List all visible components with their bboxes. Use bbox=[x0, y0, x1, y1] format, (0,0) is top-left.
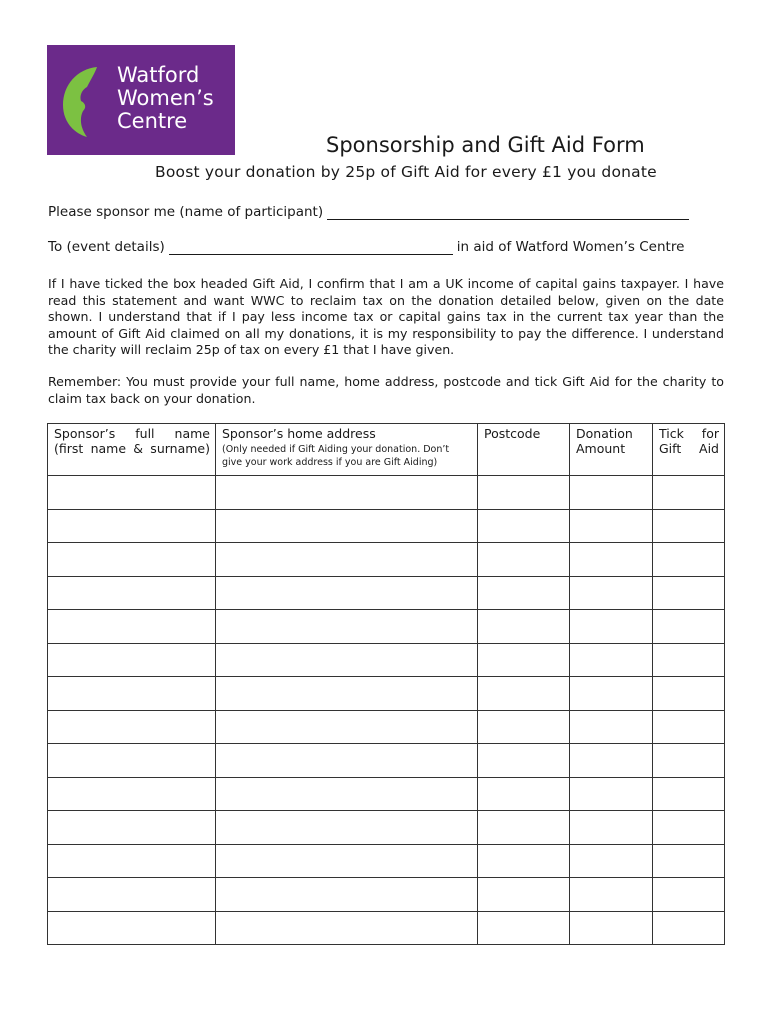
logo-line-1: Watford bbox=[117, 63, 200, 87]
postcode-cell[interactable] bbox=[478, 878, 570, 912]
gift-aid-tick-cell[interactable] bbox=[653, 509, 725, 543]
logo-line-3: Centre bbox=[117, 109, 188, 133]
header-gift-aid: Tick for Gift Aid bbox=[653, 424, 725, 476]
leaf-head-icon bbox=[57, 63, 113, 139]
gift-aid-declaration: If I have ticked the box headed Gift Aid, I confirm that I am a UK income of capital gains taxpayer. I have read this statement and want WWC to reclaim tax on the donation detailed below, given on the date shown. I understand that if I pay less income tax or capital gains tax in the current tax year than the amount of Gift Aid claimed on all my donations, it is my responsibility to pay the difference. I understand the charity will reclaim 25p of tax on every £1 that I have given. bbox=[48, 276, 724, 357]
donation-amount-cell[interactable] bbox=[570, 710, 653, 744]
gift-aid-tick-cell[interactable] bbox=[653, 476, 725, 510]
home-address-cell[interactable] bbox=[216, 777, 478, 811]
event-field bbox=[48, 239, 684, 255]
sponsor-name-cell[interactable] bbox=[48, 476, 216, 510]
postcode-cell[interactable] bbox=[478, 509, 570, 543]
table-row bbox=[48, 744, 725, 778]
gift-aid-tick-cell[interactable] bbox=[653, 878, 725, 912]
event-label: To (event details) bbox=[48, 239, 165, 255]
gift-aid-tick-cell[interactable] bbox=[653, 744, 725, 778]
donation-amount-cell[interactable] bbox=[570, 677, 653, 711]
donation-amount-cell[interactable] bbox=[570, 476, 653, 510]
donation-amount-cell[interactable] bbox=[570, 576, 653, 610]
postcode-cell[interactable] bbox=[478, 710, 570, 744]
postcode-cell[interactable] bbox=[478, 476, 570, 510]
donation-amount-cell[interactable] bbox=[570, 811, 653, 845]
table-row bbox=[48, 677, 725, 711]
watford-womens-centre-logo bbox=[47, 45, 235, 155]
postcode-cell[interactable] bbox=[478, 911, 570, 945]
donation-amount-cell[interactable] bbox=[570, 744, 653, 778]
home-address-cell[interactable] bbox=[216, 911, 478, 945]
postcode-cell[interactable] bbox=[478, 811, 570, 845]
header-home-address: Sponsor’s home address (Only needed if Gift Aiding your donation. Don’t give your work address if you are Gift Aiding) bbox=[216, 424, 478, 476]
form-subtitle: Boost your donation by 25p of Gift Aid for every £1 you donate bbox=[155, 163, 657, 181]
event-blank-line[interactable] bbox=[169, 240, 453, 255]
gift-aid-tick-cell[interactable] bbox=[653, 677, 725, 711]
header-donation-amount: Donation Amount bbox=[570, 424, 653, 476]
event-suffix: in aid of Watford Women’s Centre bbox=[456, 239, 685, 255]
donation-amount-cell[interactable] bbox=[570, 543, 653, 577]
table-header-row bbox=[48, 424, 725, 476]
sponsor-name-cell[interactable] bbox=[48, 744, 216, 778]
sponsor-name-cell[interactable] bbox=[48, 543, 216, 577]
home-address-cell[interactable] bbox=[216, 710, 478, 744]
sponsor-name-cell[interactable] bbox=[48, 911, 216, 945]
donation-amount-cell[interactable] bbox=[570, 509, 653, 543]
postcode-cell[interactable] bbox=[478, 677, 570, 711]
donation-amount-cell[interactable] bbox=[570, 878, 653, 912]
postcode-cell[interactable] bbox=[478, 576, 570, 610]
sponsor-name-cell[interactable] bbox=[48, 878, 216, 912]
table-row bbox=[48, 710, 725, 744]
table-row bbox=[48, 777, 725, 811]
home-address-cell[interactable] bbox=[216, 744, 478, 778]
home-address-cell[interactable] bbox=[216, 476, 478, 510]
gift-aid-tick-cell[interactable] bbox=[653, 710, 725, 744]
sponsor-name-cell[interactable] bbox=[48, 509, 216, 543]
donation-amount-cell[interactable] bbox=[570, 911, 653, 945]
postcode-cell[interactable] bbox=[478, 744, 570, 778]
donation-amount-cell[interactable] bbox=[570, 844, 653, 878]
sponsor-table bbox=[47, 423, 725, 945]
table-row bbox=[48, 878, 725, 912]
sponsor-name-cell[interactable] bbox=[48, 710, 216, 744]
header-postcode: Postcode bbox=[478, 424, 570, 476]
home-address-cell[interactable] bbox=[216, 677, 478, 711]
table-row bbox=[48, 543, 725, 577]
sponsor-name-cell[interactable] bbox=[48, 677, 216, 711]
home-address-cell[interactable] bbox=[216, 878, 478, 912]
home-address-cell[interactable] bbox=[216, 576, 478, 610]
table-row bbox=[48, 811, 725, 845]
sponsor-name-cell[interactable] bbox=[48, 610, 216, 644]
donation-amount-cell[interactable] bbox=[570, 610, 653, 644]
home-address-cell[interactable] bbox=[216, 509, 478, 543]
gift-aid-tick-cell[interactable] bbox=[653, 643, 725, 677]
gift-aid-tick-cell[interactable] bbox=[653, 576, 725, 610]
table-row bbox=[48, 610, 725, 644]
sponsor-name-cell[interactable] bbox=[48, 777, 216, 811]
table-row bbox=[48, 643, 725, 677]
logo-line-2: Women’s bbox=[117, 86, 214, 110]
postcode-cell[interactable] bbox=[478, 610, 570, 644]
gift-aid-tick-cell[interactable] bbox=[653, 610, 725, 644]
sponsor-name-cell[interactable] bbox=[48, 844, 216, 878]
gift-aid-tick-cell[interactable] bbox=[653, 844, 725, 878]
sponsor-name-cell[interactable] bbox=[48, 643, 216, 677]
postcode-cell[interactable] bbox=[478, 543, 570, 577]
participant-field bbox=[48, 204, 693, 220]
postcode-cell[interactable] bbox=[478, 844, 570, 878]
postcode-cell[interactable] bbox=[478, 777, 570, 811]
reminder-text: Remember: You must provide your full name, home address, postcode and tick Gift Aid for the charity to claim tax back on your donation. bbox=[48, 374, 724, 406]
home-address-cell[interactable] bbox=[216, 543, 478, 577]
sponsor-name-cell[interactable] bbox=[48, 576, 216, 610]
form-title: Sponsorship and Gift Aid Form bbox=[326, 133, 645, 157]
home-address-cell[interactable] bbox=[216, 643, 478, 677]
gift-aid-tick-cell[interactable] bbox=[653, 777, 725, 811]
postcode-cell[interactable] bbox=[478, 643, 570, 677]
gift-aid-tick-cell[interactable] bbox=[653, 811, 725, 845]
address-note: (Only needed if Gift Aiding your donation. Don’t give your work address if you are Gift Aiding) bbox=[222, 444, 450, 468]
table-row bbox=[48, 576, 725, 610]
table-row bbox=[48, 911, 725, 945]
donation-amount-cell[interactable] bbox=[570, 643, 653, 677]
home-address-cell[interactable] bbox=[216, 811, 478, 845]
table-row bbox=[48, 476, 725, 510]
home-address-cell[interactable] bbox=[216, 844, 478, 878]
table-row bbox=[48, 844, 725, 878]
gift-aid-tick-cell[interactable] bbox=[653, 911, 725, 945]
participant-label: Please sponsor me (name of participant) bbox=[48, 204, 324, 220]
donation-amount-cell[interactable] bbox=[570, 777, 653, 811]
header-sponsor-name: Sponsor’s full name (first name & surname) bbox=[48, 424, 216, 476]
sponsor-name-cell[interactable] bbox=[48, 811, 216, 845]
table-row bbox=[48, 509, 725, 543]
gift-aid-tick-cell[interactable] bbox=[653, 543, 725, 577]
home-address-cell[interactable] bbox=[216, 610, 478, 644]
participant-blank-line[interactable] bbox=[327, 205, 689, 220]
